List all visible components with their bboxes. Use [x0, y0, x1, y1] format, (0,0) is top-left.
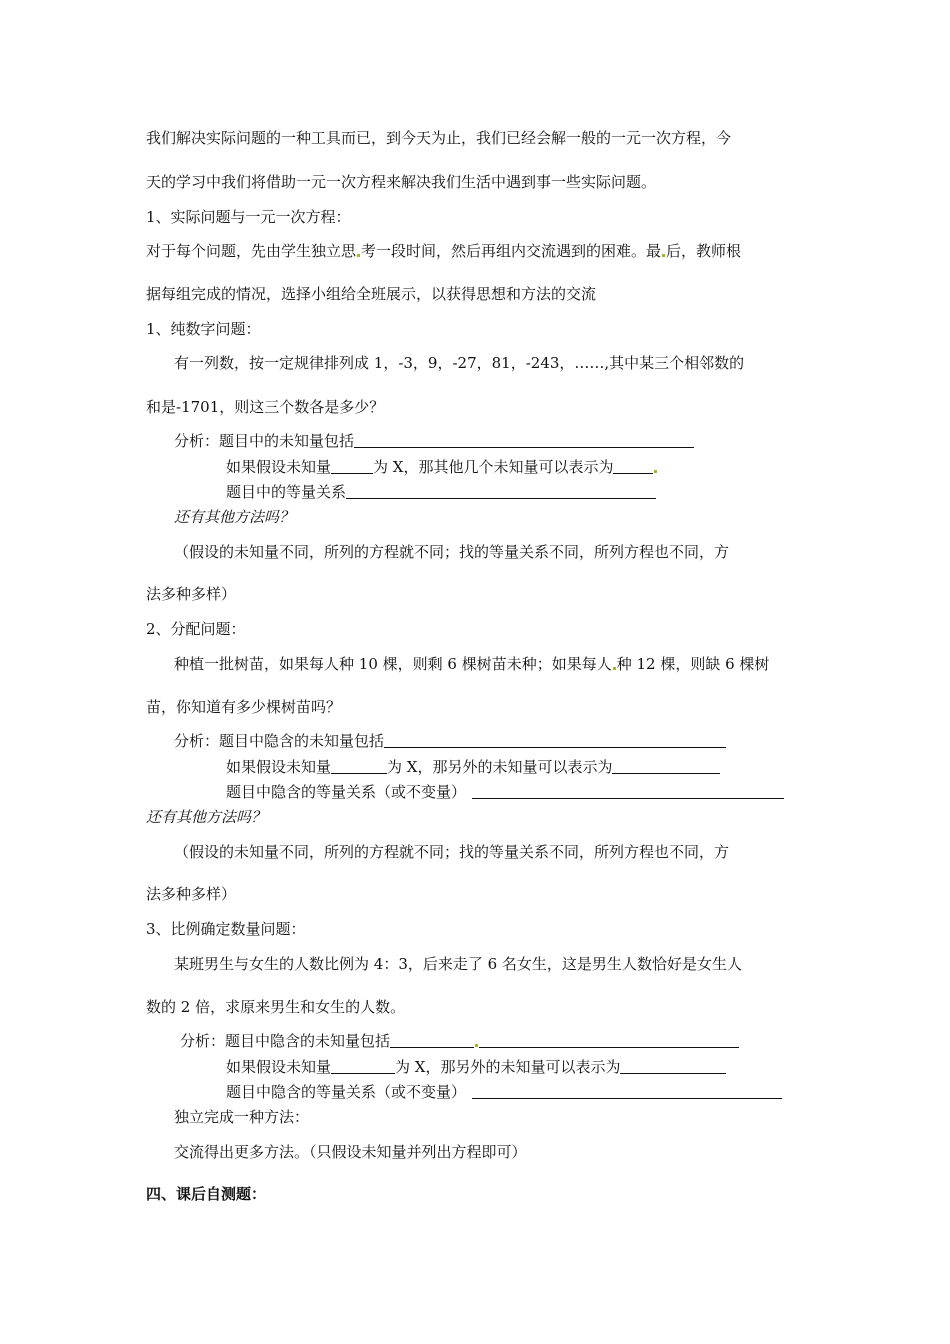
section-1-desc-1: 对于每个问题，先由学生独立思 考一段时间，然后再组内交流遇到的困难。最 后，教师根 [146, 242, 742, 260]
answer-blank[interactable] [620, 1058, 726, 1074]
section-4-heading: 四、课后自测题： [146, 1185, 267, 1203]
ink-mark [654, 470, 657, 473]
answer-blank[interactable] [331, 758, 387, 774]
answer-blank[interactable] [354, 432, 694, 448]
ink-mark [662, 254, 665, 257]
problem-1-text-1: 有一列数，按一定规律排列成 1，-3，9，-27，81，-243，……,其中某三个相邻数的 [174, 354, 745, 372]
section-1-heading: 1、实际问题与一元一次方程： [146, 208, 351, 226]
problem-3-text-1: 某班男生与女生的人数比例为 4：3，后来走了 6 名女生，这是男生人数恰好是女生人 [174, 955, 742, 973]
problem-1-heading: 1、纯数字问题： [146, 320, 261, 338]
problem-2-text-2: 苗，你知道有多少棵树苗吗？ [146, 698, 342, 716]
problem-3-independent: 独立完成一种方法： [174, 1108, 310, 1126]
answer-blank[interactable] [613, 458, 653, 474]
problem-3-analysis-3: 题目中隐含的等量关系（或不变量） [226, 1082, 782, 1102]
intro-line-1: 我们解决实际问题的一种工具而已，到今天为止，我们已经会解一般的一元一次方程，今 [146, 129, 732, 147]
problem-3-text-2: 数的 2 倍，求原来男生和女生的人数。 [146, 998, 406, 1016]
problem-1-analysis-3: 题目中的等量关系 [226, 482, 656, 502]
answer-blank[interactable] [331, 1058, 395, 1074]
problem-2-heading: 2、分配问题： [146, 620, 246, 638]
answer-blank[interactable] [472, 1083, 782, 1099]
answer-blank[interactable] [331, 458, 373, 474]
answer-blank[interactable] [390, 1032, 474, 1048]
problem-3-analysis-2: 如果假设未知量 为 X，那另外的未知量可以表示为 [226, 1057, 726, 1077]
problem-1-text-2: 和是-1701，则这三个数各是多少？ [146, 398, 385, 416]
intro-line-2: 天的学习中我们将借助一元一次方程来解决我们生活中遇到事一些实际问题。 [146, 173, 657, 191]
problem-3-heading: 3、比例确定数量问题： [146, 920, 306, 938]
problem-1-analysis-1: 分析：题目中的未知量包括 [174, 431, 694, 451]
ink-mark [613, 667, 616, 670]
problem-1-analysis-2: 如果假设未知量 为 X，那其他几个未知量可以表示为 [226, 457, 658, 477]
ink-mark [475, 1044, 478, 1047]
problem-2-text-1: 种植一批树苗，如果每人种 10 棵，则剩 6 棵树苗未种；如果每人 种 12 棵，则缺 6 棵树 [174, 655, 770, 673]
ink-mark [357, 254, 360, 257]
problem-2-note-2: 法多种多样） [146, 885, 237, 903]
problem-1-other-methods: 还有其他方法吗？ [174, 508, 295, 526]
problem-3-analysis-1: 分析：题目中隐含的未知量包括 [180, 1031, 739, 1051]
problem-2-analysis-3: 题目中隐含的等量关系（或不变量） [226, 782, 784, 802]
problem-3-share: 交流得出更多方法。（只假设未知量并列出方程即可） [174, 1143, 527, 1161]
answer-blank[interactable] [472, 783, 784, 799]
problem-2-analysis-1: 分析：题目中隐含的未知量包括 [174, 731, 726, 751]
problem-2-note-1: （假设的未知量不同，所列的方程就不同；找的等量关系不同，所列方程也不同，方 [174, 843, 730, 861]
problem-2-other-methods: 还有其他方法吗？ [146, 808, 267, 826]
section-1-desc-2: 据每组完成的情况，选择小组给全班展示，以获得思想和方法的交流 [146, 285, 597, 303]
problem-2-analysis-2: 如果假设未知量 为 X，那另外的未知量可以表示为 [226, 757, 720, 777]
problem-1-note-2: 法多种多样） [146, 585, 237, 603]
problem-1-note-1: （假设的未知量不同，所列的方程就不同；找的等量关系不同，所列方程也不同，方 [174, 543, 730, 561]
answer-blank[interactable] [612, 758, 720, 774]
answer-blank[interactable] [346, 483, 656, 499]
answer-blank[interactable] [384, 732, 726, 748]
answer-blank[interactable] [479, 1032, 739, 1048]
